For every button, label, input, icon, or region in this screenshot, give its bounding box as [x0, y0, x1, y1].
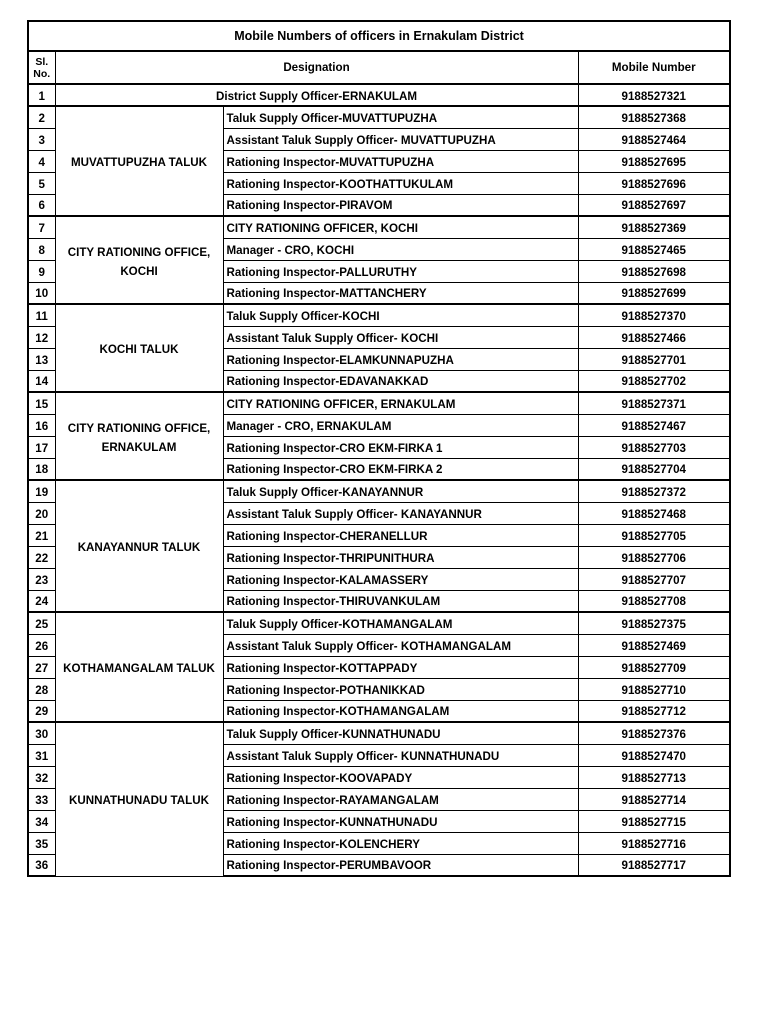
designation-cell: Rationing Inspector-KOLENCHERY [223, 832, 578, 854]
sl-cell: 16 [28, 414, 55, 436]
mobile-cell: 9188527466 [578, 326, 730, 348]
mobile-cell: 9188527709 [578, 656, 730, 678]
mobile-cell: 9188527703 [578, 436, 730, 458]
table-row [28, 480, 730, 502]
mobile-cell: 9188527370 [578, 304, 730, 326]
designation-cell: Rationing Inspector-CRO EKM-FIRKA 2 [223, 458, 578, 480]
designation-cell: Rationing Inspector-KUNNATHUNADU [223, 810, 578, 832]
sl-cell: 29 [28, 700, 55, 722]
sl-cell: 25 [28, 612, 55, 634]
sl-cell: 2 [28, 106, 55, 128]
designation-cell: Rationing Inspector-THRIPUNITHURA [223, 546, 578, 568]
sl-cell: 21 [28, 524, 55, 546]
designation-cell: Taluk Supply Officer-KUNNATHUNADU [223, 722, 578, 744]
mobile-cell: 9188527464 [578, 128, 730, 150]
mobile-cell: 9188527372 [578, 480, 730, 502]
column-header-mobile: Mobile Number [578, 51, 730, 84]
column-header-designation: Designation [55, 51, 578, 84]
sl-cell: 12 [28, 326, 55, 348]
mobile-cell: 9188527465 [578, 238, 730, 260]
mobile-cell: 9188527707 [578, 568, 730, 590]
column-header-sl: Sl. No. [28, 51, 55, 84]
mobile-cell: 9188527369 [578, 216, 730, 238]
mobile-cell: 9188527368 [578, 106, 730, 128]
sl-cell: 23 [28, 568, 55, 590]
sl-cell: 36 [28, 854, 55, 876]
mobile-cell: 9188527698 [578, 260, 730, 282]
mobile-cell: 9188527702 [578, 370, 730, 392]
table-row [28, 216, 730, 238]
sl-cell: 24 [28, 590, 55, 612]
designation-cell: Rationing Inspector-PERUMBAVOOR [223, 854, 578, 876]
designation-cell: CITY RATIONING OFFICER, KOCHI [223, 216, 578, 238]
table-row [28, 612, 730, 634]
group-label: KANAYANNUR TALUK [55, 480, 223, 612]
mobile-cell: 9188527468 [578, 502, 730, 524]
mobile-cell: 9188527470 [578, 744, 730, 766]
designation-cell: Rationing Inspector-RAYAMANGALAM [223, 788, 578, 810]
sl-cell: 8 [28, 238, 55, 260]
designation-cell: Assistant Taluk Supply Officer- KOCHI [223, 326, 578, 348]
sl-cell: 26 [28, 634, 55, 656]
sl-cell: 3 [28, 128, 55, 150]
designation-cell: Rationing Inspector-KOTHAMANGALAM [223, 700, 578, 722]
group-label: MUVATTUPUZHA TALUK [55, 106, 223, 216]
sl-cell: 32 [28, 766, 55, 788]
designation-cell: Rationing Inspector-MUVATTUPUZHA [223, 150, 578, 172]
table-row [28, 304, 730, 326]
sl-cell: 4 [28, 150, 55, 172]
designation-cell: Rationing Inspector-CRO EKM-FIRKA 1 [223, 436, 578, 458]
sl-cell: 34 [28, 810, 55, 832]
mobile-cell: 9188527710 [578, 678, 730, 700]
mobile-cell: 9188527701 [578, 348, 730, 370]
mobile-cell: 9188527375 [578, 612, 730, 634]
sl-cell: 9 [28, 260, 55, 282]
designation-cell: Assistant Taluk Supply Officer- KANAYANNUR [223, 502, 578, 524]
sl-cell: 17 [28, 436, 55, 458]
designation-cell: Rationing Inspector-CHERANELLUR [223, 524, 578, 546]
designation-cell: Rationing Inspector-KOOTHATTUKULAM [223, 172, 578, 194]
designation-cell: District Supply Officer-ERNAKULAM [55, 84, 578, 106]
table-row [28, 84, 730, 106]
designation-cell: Rationing Inspector-POTHANIKKAD [223, 678, 578, 700]
table-title: Mobile Numbers of officers in Ernakulam District [28, 21, 730, 51]
mobile-cell: 9188527704 [578, 458, 730, 480]
mobile-cell: 9188527371 [578, 392, 730, 414]
sl-cell: 5 [28, 172, 55, 194]
designation-cell: CITY RATIONING OFFICER, ERNAKULAM [223, 392, 578, 414]
mobile-cell: 9188527714 [578, 788, 730, 810]
mobile-cell: 9188527716 [578, 832, 730, 854]
sl-cell: 20 [28, 502, 55, 524]
sl-cell: 30 [28, 722, 55, 744]
designation-cell: Manager - CRO, ERNAKULAM [223, 414, 578, 436]
mobile-cell: 9188527321 [578, 84, 730, 106]
mobile-cell: 9188527705 [578, 524, 730, 546]
officers-table [27, 20, 731, 877]
designation-cell: Assistant Taluk Supply Officer- KOTHAMANGALAM [223, 634, 578, 656]
mobile-cell: 9188527713 [578, 766, 730, 788]
sl-cell: 7 [28, 216, 55, 238]
designation-cell: Assistant Taluk Supply Officer- KUNNATHUNADU [223, 744, 578, 766]
sl-cell: 27 [28, 656, 55, 678]
group-label: CITY RATIONING OFFICE, ERNAKULAM [55, 392, 223, 480]
designation-cell: Rationing Inspector-KOOVAPADY [223, 766, 578, 788]
designation-cell: Rationing Inspector-KALAMASSERY [223, 568, 578, 590]
sl-cell: 35 [28, 832, 55, 854]
designation-cell: Taluk Supply Officer-MUVATTUPUZHA [223, 106, 578, 128]
table-row [28, 722, 730, 744]
mobile-cell: 9188527699 [578, 282, 730, 304]
sl-cell: 19 [28, 480, 55, 502]
designation-cell: Rationing Inspector-ELAMKUNNAPUZHA [223, 348, 578, 370]
mobile-cell: 9188527717 [578, 854, 730, 876]
group-label: KOCHI TALUK [55, 304, 223, 392]
sl-cell: 28 [28, 678, 55, 700]
sl-cell: 11 [28, 304, 55, 326]
mobile-cell: 9188527706 [578, 546, 730, 568]
group-label: KOTHAMANGALAM TALUK [55, 612, 223, 722]
designation-cell: Rationing Inspector-KOTTAPPADY [223, 656, 578, 678]
mobile-cell: 9188527695 [578, 150, 730, 172]
group-label: KUNNATHUNADU TALUK [55, 722, 223, 876]
sl-cell: 15 [28, 392, 55, 414]
designation-cell: Rationing Inspector-MATTANCHERY [223, 282, 578, 304]
mobile-cell: 9188527696 [578, 172, 730, 194]
mobile-cell: 9188527715 [578, 810, 730, 832]
sl-cell: 6 [28, 194, 55, 216]
designation-cell: Manager - CRO, KOCHI [223, 238, 578, 260]
header-row [28, 51, 730, 84]
table-row [28, 106, 730, 128]
designation-cell: Taluk Supply Officer-KOTHAMANGALAM [223, 612, 578, 634]
title-row [28, 21, 730, 51]
mobile-cell: 9188527467 [578, 414, 730, 436]
designation-cell: Assistant Taluk Supply Officer- MUVATTUPUZHA [223, 128, 578, 150]
sl-cell: 10 [28, 282, 55, 304]
table-row [28, 392, 730, 414]
group-label: CITY RATIONING OFFICE, KOCHI [55, 216, 223, 304]
sl-cell: 22 [28, 546, 55, 568]
mobile-cell: 9188527469 [578, 634, 730, 656]
sl-cell: 13 [28, 348, 55, 370]
sl-cell: 33 [28, 788, 55, 810]
designation-cell: Rationing Inspector-PIRAVOM [223, 194, 578, 216]
designation-cell: Rationing Inspector-THIRUVANKULAM [223, 590, 578, 612]
designation-cell: Rationing Inspector-EDAVANAKKAD [223, 370, 578, 392]
sl-cell: 1 [28, 84, 55, 106]
sl-cell: 18 [28, 458, 55, 480]
sl-cell: 31 [28, 744, 55, 766]
designation-cell: Taluk Supply Officer-KANAYANNUR [223, 480, 578, 502]
mobile-cell: 9188527376 [578, 722, 730, 744]
mobile-cell: 9188527697 [578, 194, 730, 216]
designation-cell: Rationing Inspector-PALLURUTHY [223, 260, 578, 282]
sl-cell: 14 [28, 370, 55, 392]
mobile-cell: 9188527708 [578, 590, 730, 612]
mobile-cell: 9188527712 [578, 700, 730, 722]
designation-cell: Taluk Supply Officer-KOCHI [223, 304, 578, 326]
